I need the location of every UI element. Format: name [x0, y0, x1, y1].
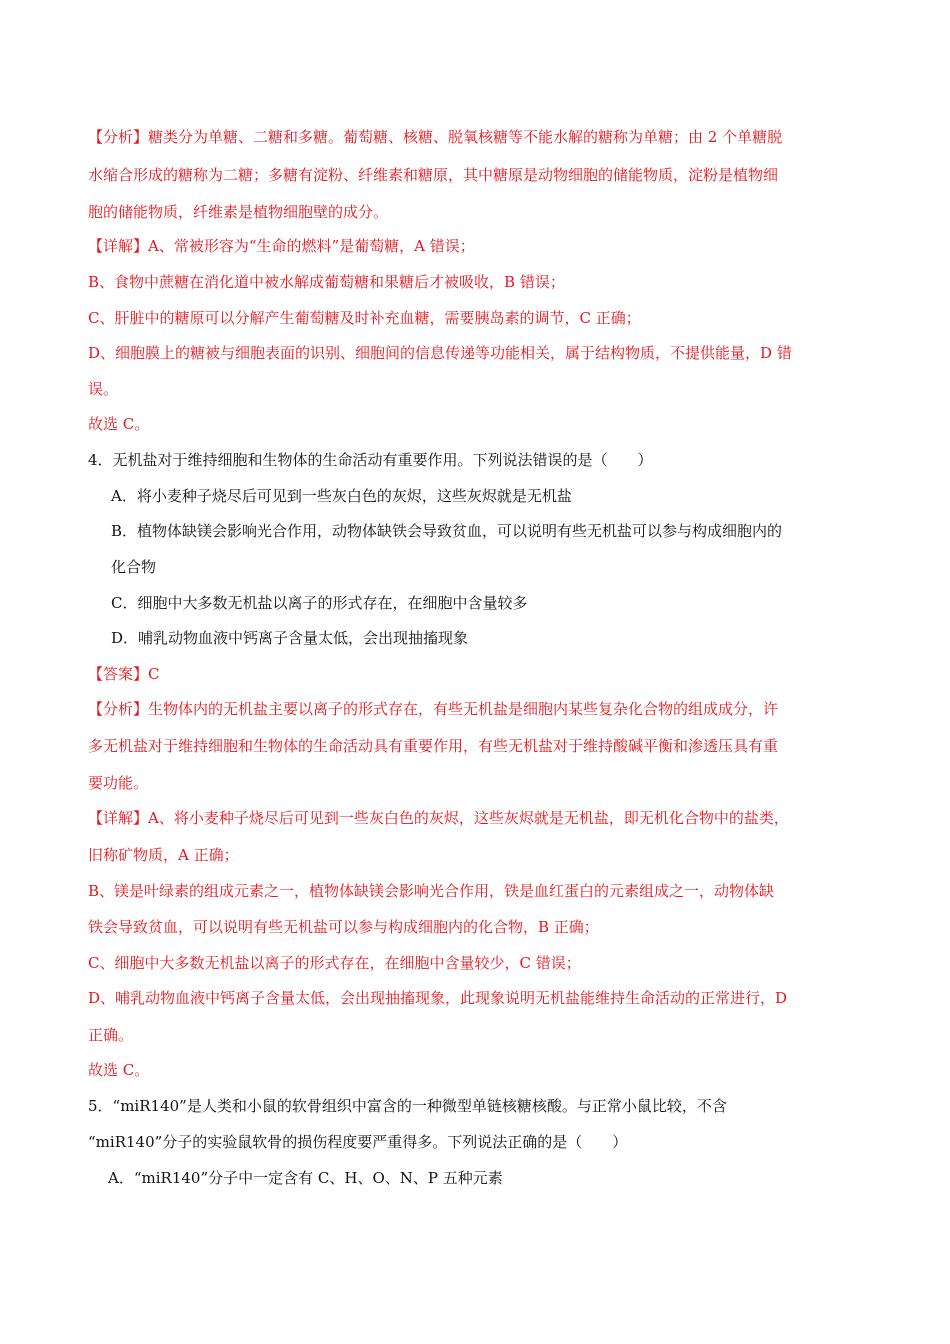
q3-detail-c: C、肝脏中的糖原可以分解产生葡萄糖及时补充血糖，需要胰岛素的调节，C 正确；: [88, 309, 641, 327]
q4-detail-c: C、细胞中大多数无机盐以离子的形式存在，在细胞中含量较少，C 错误；: [88, 954, 581, 972]
q3-analysis-line-1: 【分析】糖类分为单糖、二糖和多糖。葡萄糖、核糖、脱氧核糖等不能水解的糖称为单糖；由 2 个单糖脱: [88, 128, 783, 146]
q4-analysis-line-1: 【分析】生物体内的无机盐主要以离子的形式存在，有些无机盐是细胞内某些复杂化合物的组成成分，许: [88, 700, 779, 718]
q4-stem: 4．无机盐对于维持细胞和生物体的生命活动有重要作用。下列说法错误的是（ ）: [88, 451, 653, 469]
q4-detail-b-line-2: 铁会导致贫血，可以说明有些无机盐可以参与构成细胞内的化合物，B 正确；: [88, 918, 599, 936]
q3-analysis-line-2: 水缩合形成的糖称为二糖；多糖有淀粉、纤维素和糖原，其中糖原是动物细胞的储能物质，淀粉是植物细: [88, 166, 779, 184]
q4-detail-d-line-2: 正确。: [88, 1026, 134, 1044]
q5-option-a: A．“miR140”分子中一定含有 C、H、O、N、P 五种元素: [108, 1169, 503, 1187]
q3-detail-d-line-2: 误。: [88, 380, 119, 398]
q3-conclusion: 故选 C。: [88, 415, 150, 433]
q4-analysis-line-3: 要功能。: [88, 774, 149, 792]
q4-conclusion: 故选 C。: [88, 1061, 150, 1079]
q4-option-d: D．哺乳动物血液中钙离子含量太低，会出现抽搐现象: [111, 629, 469, 647]
q4-option-a: A．将小麦种子烧尽后可见到一些灰白色的灰烬，这些灰烬就是无机盐: [111, 487, 572, 505]
q3-detail-d-line-1: D、细胞膜上的糖被与细胞表面的识别、细胞间的信息传递等功能相关，属于结构物质，不提供能量，D 错: [88, 344, 792, 362]
q3-analysis-line-3: 胞的储能物质，纤维素是植物细胞壁的成分。: [88, 203, 389, 221]
q4-option-b-line-1: B．植物体缺镁会影响光合作用，动物体缺铁会导致贫血，可以说明有些无机盐可以参与构成细胞内的: [111, 522, 783, 540]
q4-detail-b-line-1: B、镁是叶绿素的组成元素之一，植物体缺镁会影响光合作用，铁是血红蛋白的元素组成之一，动物体缺: [88, 882, 775, 900]
q4-answer: 【答案】C: [88, 665, 160, 683]
q5-stem-line-2: “miR140”分子的实验鼠软骨的损伤程度要严重得多。下列说法正确的是（ ）: [88, 1133, 628, 1151]
q4-detail-a-line-1: 【详解】A、将小麦种子烧尽后可见到一些灰白色的灰烬，这些灰烬就是无机盐，即无机化合物中的盐类，: [88, 809, 789, 827]
q4-option-c: C．细胞中大多数无机盐以离子的形式存在，在细胞中含量较多: [111, 594, 528, 612]
q4-detail-d-line-1: D、哺乳动物血液中钙离子含量太低，会出现抽搐现象，此现象说明无机盐能维持生命活动的正常进行，D: [88, 989, 788, 1007]
q4-option-b-line-2: 化合物: [111, 558, 157, 576]
q3-detail-b: B、食物中蔗糖在消化道中被水解成葡萄糖和果糖后才被吸收，B 错误；: [88, 273, 565, 291]
q3-detail-a: 【详解】A、常被形容为“生命的燃料”是葡萄糖，A 错误；: [88, 237, 475, 255]
q5-stem-line-1: 5．“miR140”是人类和小鼠的软骨组织中富含的一种微型单链核糖核酸。与正常小鼠比较，不含: [88, 1097, 727, 1115]
q4-detail-a-line-2: 旧称矿物质，A 正确；: [88, 846, 239, 864]
q4-analysis-line-2: 多无机盐对于维持细胞和生物体的生命活动具有重要作用，有些无机盐对于维持酸碱平衡和渗透压具有重: [88, 737, 779, 755]
